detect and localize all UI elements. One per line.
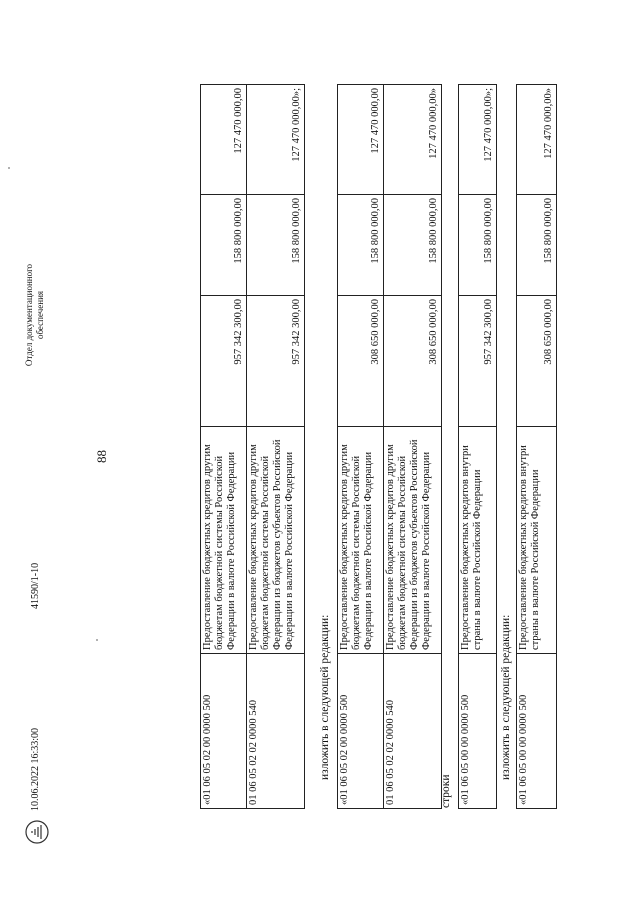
value-cell: 957 342 300,00 [459,296,497,427]
table-block-1 [516,84,557,809]
code-cell: «01 06 05 02 00 0000 500 [201,654,247,809]
code-cell: «01 06 05 02 00 0000 500 [338,654,384,809]
table-row [517,85,557,809]
value-cell: 308 650 000,00 [338,296,384,427]
name-cell: Предоставление бюджетных кредитов другим бюджетам бюджетной системы Российской Федерации в валюте Российской Федерации [338,427,384,654]
page-number: 88 [94,450,109,463]
table-row [338,85,384,809]
value-cell: 308 650 000,00 [517,296,557,427]
code-cell: 01 06 05 02 02 0000 540 [384,654,442,809]
value-cell: 158 800 000,00 [517,195,557,296]
table-row [247,85,305,809]
code-cell: «01 06 05 00 00 0000 500 [459,654,497,809]
footer-office: Отдел документационного обеспечения [24,263,45,367]
value-cell: 127 470 000,00 [201,85,247,195]
value-cell: 308 650 000,00 [384,296,442,427]
scan-speck [8,167,10,169]
name-cell: Предоставление бюджетных кредитов внутри страны в валюте Российской Федерации [517,427,557,654]
value-cell: 127 470 000,00»; [459,85,497,195]
value-cell: 127 470 000,00 [338,85,384,195]
value-cell: 158 800 000,00 [338,195,384,296]
name-cell: Предоставление бюджетных кредитов внутри страны в валюте Российской Федерации [459,427,497,654]
value-cell: 158 800 000,00 [201,195,247,296]
table-row [384,85,442,809]
name-cell: Предоставление бюджетных кредитов другим бюджетам бюджетной системы Российской Федерации из бюджетов субъектов Российской Федерации в валюте Российской Федерации [247,427,305,654]
code-cell: «01 06 05 00 00 0000 500 [517,654,557,809]
value-cell: 127 470 000,00»; [247,85,305,195]
section-caption: изложить в следующей редакции: [500,614,512,780]
value-cell: 127 470 000,00» [384,85,442,195]
value-cell: 127 470 000,00» [517,85,557,195]
scan-speck [96,639,98,641]
value-cell: 957 342 300,00 [201,296,247,427]
footer-datetime: 10.06.2022 16:33:00 [30,727,41,811]
table-row [459,85,497,809]
table-block-4 [200,84,305,809]
section-caption: изложить в следующей редакции: [319,614,331,780]
value-cell: 158 800 000,00 [384,195,442,296]
table-block-3 [337,84,442,809]
table-row [201,85,247,809]
seal-icon [24,819,50,845]
table-block-2 [458,84,497,809]
value-cell: 957 342 300,00 [247,296,305,427]
section-caption: строки [440,774,452,808]
code-cell: 01 06 05 02 02 0000 540 [247,654,305,809]
name-cell: Предоставление бюджетных кредитов другим бюджетам бюджетной системы Российской Федерации в валюте Российской Федерации [201,427,247,654]
value-cell: 158 800 000,00 [247,195,305,296]
footer-doc-id: 41590/1-10 [30,562,41,609]
value-cell: 158 800 000,00 [459,195,497,296]
name-cell: Предоставление бюджетных кредитов другим бюджетам бюджетной системы Российской Федерации из бюджетов субъектов Российской Федерации в валюте Российской Федерации [384,427,442,654]
